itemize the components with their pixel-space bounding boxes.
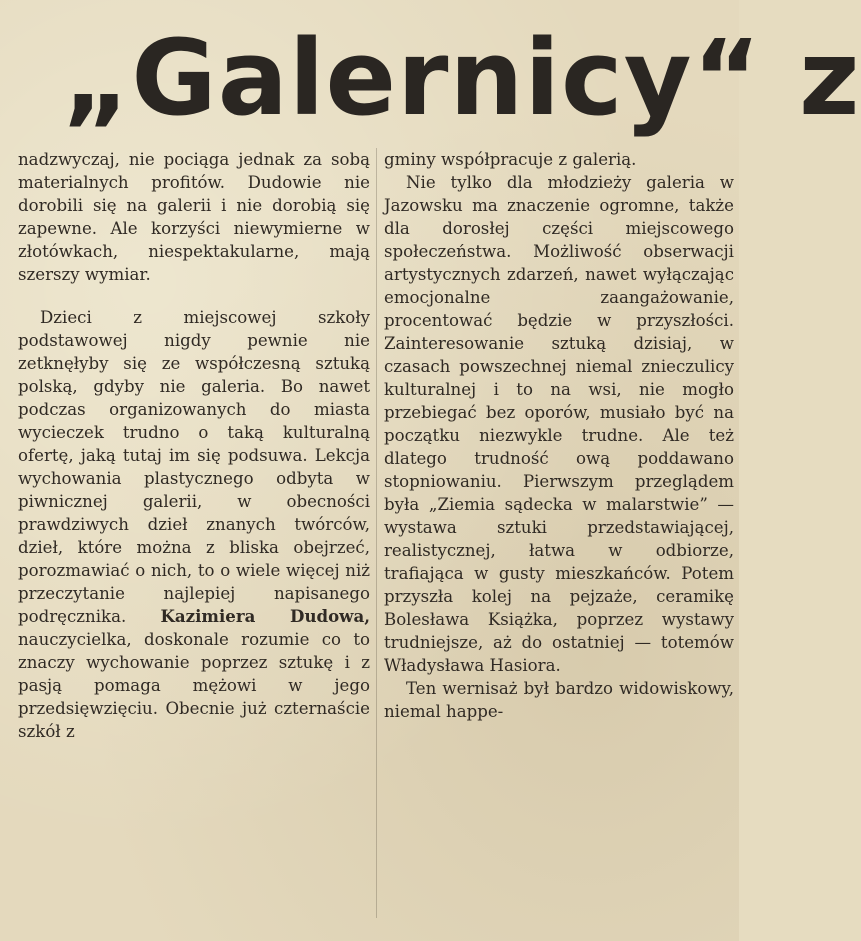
left-paragraph-2 xyxy=(18,306,370,743)
left-paragraph-2-text-a: Dzieci z miejscowej szkoły podstawowej nigdy pewnie nie zetknęłyby się ze współczesną sztuką polską, gdyby nie galeria. Bo nawet podczas organizowanych do miasta wycieczek trudno o taką kulturalną ofertę, jaką tutaj im się podsuwa. Lekcja wychowania plastycznego odbyta w piwnicznej galerii, w obecności prawdziwych dzieł znanych twórców, dzieł, które można z bliska obejrzeć, porozmawiać o nich, to o wiele więcej niż przeczytanie najlepiej napisanego podręcznika. xyxy=(18,308,370,626)
right-paragraph-3: Ten wernisaż był bardzo widowiskowy, niemal happe- xyxy=(384,679,734,721)
left-paragraph-1: nadzwyczaj, nie pociąga jednak za sobą materialnych profitów. Dudowie nie dorobili się na galerii i nie dorobią się zapewne. Ale korzyści niewymierne w złotówkach, niespektakularne, mają szerszy wymiar. xyxy=(18,150,370,284)
right-paragraph-1: gminy współpracuje z galerią. xyxy=(384,150,637,169)
teacher-name: Kazimiera Dudowa, xyxy=(160,606,370,626)
left-paragraph-2-text-b: nauczycielka, doskonale rozumie co to znaczy wychowanie poprzez sztukę i z pasją pomaga mężowi w jego przedsięwzięciu. Obecnie już czternaście szkół z xyxy=(18,630,370,741)
left-column xyxy=(18,148,370,743)
column-divider xyxy=(376,148,377,918)
right-column xyxy=(384,148,734,723)
article-headline: „Galernicy“ z xyxy=(62,17,861,139)
right-paragraph-2: Nie tylko dla młodzieży galeria w Jazowsku ma znaczenie ogromne, także dla dorosłej części miejscowego społeczeństwa. Możliwość obserwacji artystycznych zdarzeń, nawet wyłączając emocjonalne zaangażowanie, procentować będzie w przyszłości. Zainteresowanie sztuką dzisiaj, w czasach powszechnej niemal znieczulicy kulturalnej i to na wsi, nie mogło przebiegać bez oporów, musiało być na początku niezwykle trudne. Ale też dlatego trudność ową poddawano stopniowaniu. Pierwszym przeglądem była „Ziemia sądecka w malarstwie” — wystawa sztuki przedstawiającej, realistycznej, łatwa w odbiorze, trafiająca w gusty mieszkańców. Potem przyszła kolej na pejzaże, ceramikę Bolesława Książka, poprzez wystawy trudniejsze, aż do ostatniej — totemów Władysława Hasiora. xyxy=(384,173,734,675)
